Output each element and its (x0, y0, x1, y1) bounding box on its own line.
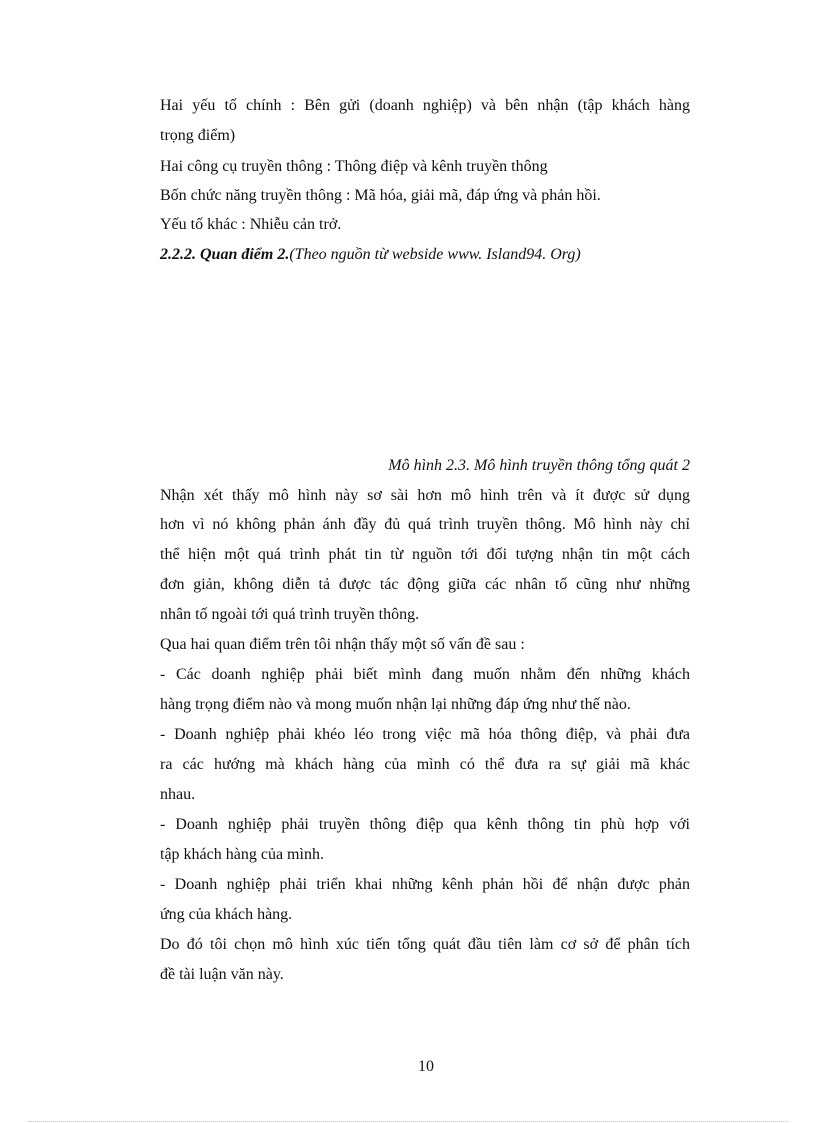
body-line: nhân tố ngoài tới quá trình truyền thông. (160, 606, 420, 623)
text-line: Hai công cụ truyền thông : Thông điệp và kênh truyền thông (160, 158, 548, 175)
body-line: hơn vì nó không phản ánh đầy đủ quá trình truyền thông. Mô hình này chỉ (160, 516, 690, 533)
page-number: 10 (418, 1058, 434, 1075)
body-line: đơn giản, không diễn tả được tác động giữa các nhân tố cũng như những (160, 576, 690, 593)
body-line: - Doanh nghiệp phải triển khai những kênh phản hồi để nhận được phản (160, 876, 690, 893)
body-line: Nhận xét thấy mô hình này sơ sài hơn mô hình trên và ít được sử dụng (160, 487, 690, 504)
heading-source: (Theo nguồn từ webside www. Island94. Org) (289, 246, 581, 263)
body-line: ra các hướng mà khách hàng của mình có thể đưa ra sự giải mã khác (160, 756, 690, 773)
text-line: Bốn chức năng truyền thông : Mã hóa, giải mã, đáp ứng và phản hồi. (160, 187, 601, 204)
text-line: Yếu tố khác : Nhiễu cản trở. (160, 216, 342, 233)
heading-title: 2.2.2. Quan điểm 2. (160, 246, 290, 263)
body-line: đề tài luận văn này. (160, 966, 284, 983)
body-line: - Các doanh nghiệp phải biết mình đang muốn nhằm đến những khách (160, 666, 690, 683)
text-line: Hai yếu tố chính : Bên gửi (doanh nghiệp) và bên nhận (tập khách hàng (160, 97, 690, 114)
body-line: hàng trọng điểm nào và mong muốn nhận lại những đáp ứng như thế nào. (160, 696, 631, 713)
body-line: Do đó tôi chọn mô hình xúc tiến tổng quát đầu tiên làm cơ sở để phân tích (160, 936, 690, 953)
text-line: trọng điểm) (160, 127, 236, 144)
body-line: thể hiện một quá trình phát tin từ nguồn tới đối tượng nhận tin một cách (160, 546, 690, 563)
figure-caption: Mô hình 2.3. Mô hình truyền thông tổng quát 2 (388, 457, 690, 474)
body-line: - Doanh nghiệp phải khéo léo trong việc mã hóa thông điệp, và phải đưa (160, 726, 690, 743)
body-line: nhau. (160, 786, 196, 803)
body-line: - Doanh nghiệp phải truyền thông điệp qua kênh thông tin phù hợp với (160, 816, 690, 833)
body-line: tập khách hàng của mình. (160, 846, 324, 863)
page-bottom-divider (28, 1121, 788, 1122)
body-line: ứng của khách hàng. (160, 906, 293, 923)
body-line: Qua hai quan điểm trên tôi nhận thấy một số vấn đề sau : (160, 636, 525, 653)
section-heading (160, 245, 690, 265)
